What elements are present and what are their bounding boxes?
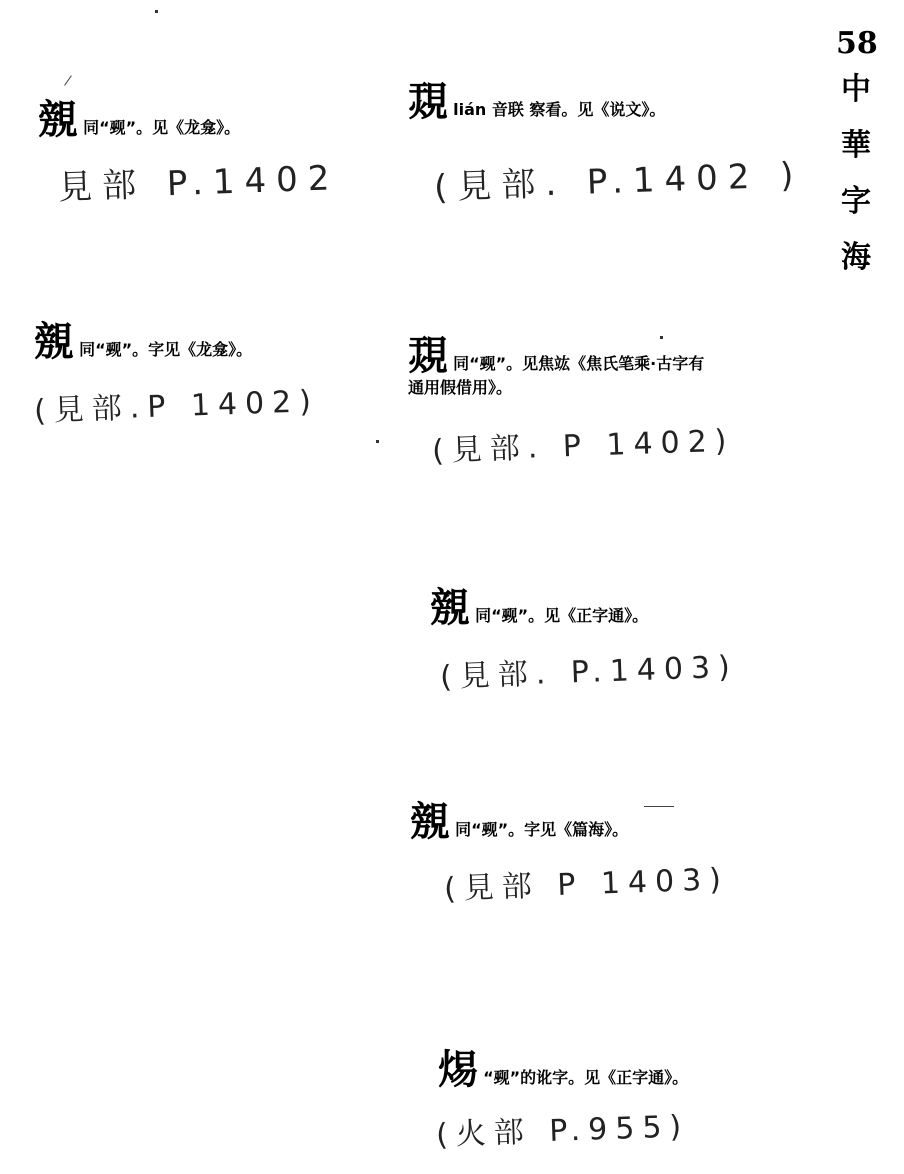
- dictionary-entry: [38, 97, 338, 143]
- entry-definition: 同“觋”。字见《篇海》。: [455, 820, 629, 839]
- scan-mark: [644, 806, 674, 807]
- entry-definition: 同“觋”。见《正字通》。: [475, 606, 649, 625]
- entry-definition: lián 音联 察看。见《说文》。: [453, 100, 666, 119]
- dictionary-entry: [34, 319, 334, 365]
- handwritten-reference: (見部 P 1403): [443, 862, 730, 907]
- page-number: 58: [836, 26, 878, 61]
- scan-speck: [660, 336, 663, 339]
- handwritten-reference: (見部. P 1402): [431, 423, 736, 469]
- book-title-char: 中: [841, 72, 871, 107]
- entry-headword: 覝: [408, 79, 448, 125]
- dictionary-entry: [408, 79, 708, 125]
- handwritten-reference: (見部.P 1402): [33, 384, 320, 429]
- book-title-char: 華: [841, 128, 871, 163]
- entry-definition: 同“觋”。见《龙龛》。: [83, 118, 241, 137]
- entry-headword: 覫: [410, 799, 450, 845]
- book-title: [838, 62, 874, 286]
- entry-headword: 覫: [38, 97, 78, 143]
- book-title-char: 海: [841, 240, 871, 275]
- handwritten-reference: (見部. P.1403): [439, 649, 739, 695]
- entry-definition: 同“觋”。见焦竑《焦氏笔乘·古字有通用假借用》。: [408, 354, 705, 397]
- dictionary-entry: [438, 1047, 738, 1093]
- entry-definition: “觋”的讹字。见《正字通》。: [483, 1068, 689, 1087]
- book-title-char: 字: [841, 184, 871, 219]
- entry-headword: 焬: [438, 1047, 478, 1093]
- dictionary-entry: [430, 585, 730, 631]
- handwritten-reference: 見部 P.1402: [57, 158, 341, 208]
- scan-mark: [64, 75, 72, 85]
- handwritten-reference: (火部 P.955): [435, 1109, 690, 1153]
- dictionary-entry: [410, 799, 710, 845]
- entry-headword: 覫: [430, 585, 470, 631]
- dictionary-entry: [408, 333, 708, 400]
- handwritten-reference: (見部. P.1402 ): [433, 155, 805, 208]
- entry-definition: 同“觋”。字见《龙龛》。: [79, 340, 253, 359]
- scan-speck: [376, 440, 379, 443]
- entry-headword: 覫: [34, 319, 74, 365]
- scan-speck: [155, 10, 158, 13]
- entry-headword: 覝: [408, 333, 448, 379]
